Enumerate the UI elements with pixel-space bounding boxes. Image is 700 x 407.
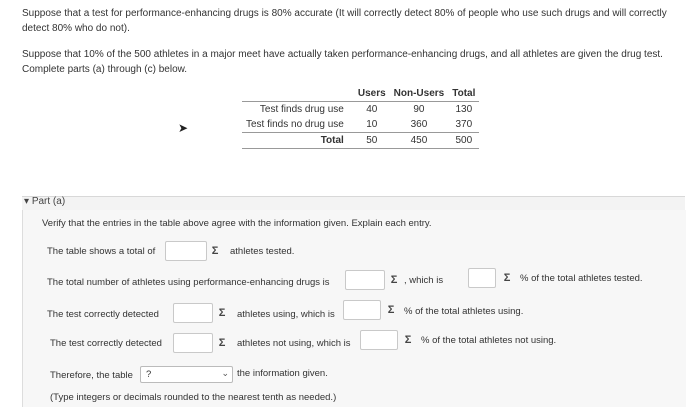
table-row: [242, 102, 479, 118]
dropdown-value: ?: [146, 369, 152, 380]
sigma-icon[interactable]: Σ: [503, 272, 511, 284]
problem-para-2: Suppose that 10% of the 500 athletes in a major meet have actually taken performance-enhancing drugs, and all athletes are given the drug test. Complete parts (a) through (c) below.: [22, 49, 663, 75]
line2-prefix: The total number of athletes using performance-enhancing drugs is: [47, 277, 330, 288]
sigma-icon[interactable]: Σ: [387, 304, 395, 316]
line3-mid: athletes using, which is: [237, 309, 335, 320]
collapse-icon[interactable]: ▾: [24, 196, 30, 207]
contingency-table: [242, 86, 479, 149]
cell-total: 500: [448, 133, 479, 149]
row-label: Total: [242, 133, 354, 149]
sigma-icon[interactable]: Σ: [218, 307, 226, 319]
line1-prefix: The table shows a total of: [47, 246, 156, 257]
line3-suffix: % of the total athletes using.: [404, 306, 524, 317]
line4-prefix: The test correctly detected: [50, 338, 162, 349]
total-tested-input[interactable]: [165, 241, 207, 261]
line4-mid: athletes not using, which is: [237, 338, 351, 349]
cell-users: 40: [366, 104, 378, 115]
sigma-icon[interactable]: Σ: [390, 274, 398, 286]
cell-users: 50: [354, 133, 390, 149]
part-a-instruction: Verify that the entries in the table above agree with the information given. Explain each entry.: [42, 218, 432, 229]
row-label: Test finds drug use: [259, 104, 344, 115]
line5-suffix: the information given.: [237, 368, 328, 379]
mouse-cursor-icon: ➤: [178, 121, 189, 135]
line2-mid: , which is: [404, 275, 444, 286]
line1-suffix: athletes tested.: [230, 246, 295, 257]
header-blank: [242, 86, 354, 102]
detected-not-using-percent-input[interactable]: [360, 330, 398, 350]
table-header-row: [242, 86, 479, 102]
part-a-title[interactable]: [24, 196, 65, 207]
line4-suffix: % of the total athletes not using.: [421, 335, 557, 346]
part-a-header[interactable]: [22, 196, 685, 211]
detected-using-percent-input[interactable]: [343, 300, 381, 320]
cell-nonusers: 90: [413, 104, 425, 115]
users-count-input[interactable]: [345, 270, 385, 290]
line5-prefix: Therefore, the table: [50, 370, 133, 381]
footnote: (Type integers or decimals rounded to the nearest tenth as needed.): [50, 392, 337, 403]
header-nonusers: Non-Users: [390, 86, 449, 102]
sigma-icon[interactable]: Σ: [211, 245, 219, 257]
header-total: Total: [448, 86, 479, 102]
cell-total: 370: [455, 119, 473, 130]
table-total-row: [242, 133, 479, 149]
problem-statement: [22, 6, 672, 88]
detected-not-using-input[interactable]: [173, 333, 213, 353]
table-row: [242, 117, 479, 133]
problem-para-1: Suppose that a test for performance-enhancing drugs is 80% accurate (It will correctly detect 80% of people who use such drugs and will correctly detect 80% who do not).: [22, 8, 667, 34]
line2-suffix: % of the total athletes tested.: [520, 273, 643, 284]
detected-using-input[interactable]: [173, 303, 213, 323]
line3-prefix: The test correctly detected: [47, 309, 159, 320]
sigma-icon[interactable]: Σ: [218, 337, 226, 349]
sigma-icon[interactable]: Σ: [404, 334, 412, 346]
header-users: Users: [354, 86, 390, 102]
cell-nonusers: 360: [410, 119, 428, 130]
cell-users: 10: [366, 119, 378, 130]
chevron-down-icon[interactable]: ⌄: [221, 368, 229, 378]
agreement-dropdown[interactable]: [140, 366, 233, 383]
cell-nonusers: 450: [390, 133, 449, 149]
cell-total: 130: [455, 104, 473, 115]
part-a-label: Part (a): [31, 196, 66, 207]
row-label: Test finds no drug use: [246, 119, 344, 130]
users-percent-input[interactable]: [468, 268, 496, 288]
